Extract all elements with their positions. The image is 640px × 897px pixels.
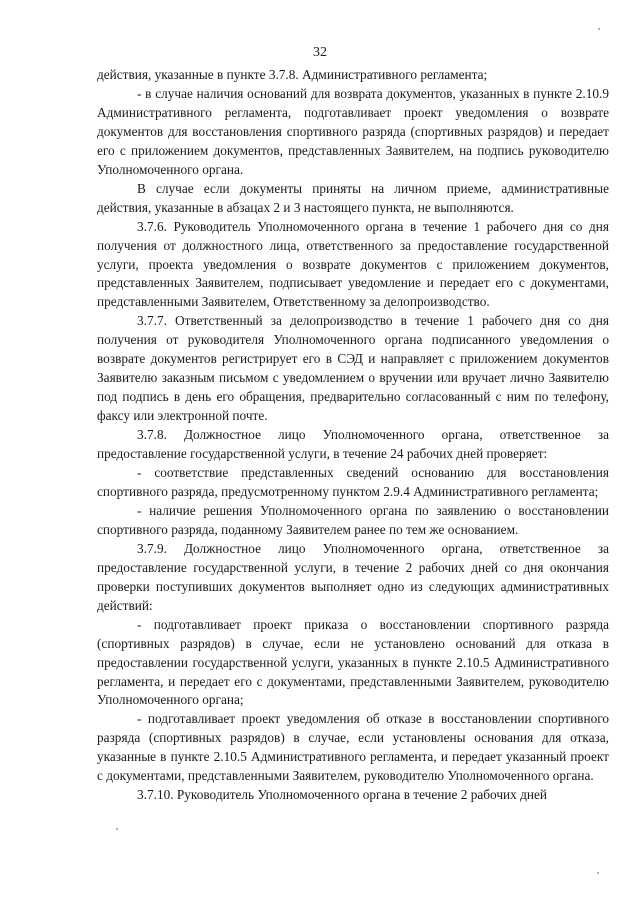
paragraph-list-item-compliance: - соответствие представленных сведений основанию для восстановления спортивного разряда, предусмотренному пунктом 2.9.4 Административного регламента; (97, 465, 609, 499)
scan-speck (597, 872, 599, 874)
paragraph-3-7-10: 3.7.10. Руководитель Уполномоченного органа в течение 2 рабочих дней (137, 787, 547, 803)
paragraph-3-7-8: 3.7.8. Должностное лицо Уполномоченного органа, ответственное за предоставление государственной услуги, в течение 24 рабочих дней проверяет: (97, 427, 609, 462)
page-number: 32 (313, 45, 327, 60)
paragraph-3-7-6: 3.7.6. Руководитель Уполномоченного органа в течение 1 рабочего дня со дня получения от должностного лица, ответственного за предоставление государственной услуги, проекта уведомления о возврате документов с приложением документов, представленных Заявителем, подписывает уведомление и передает его с документами, представленными Заявителем, Ответственному за делопроизводство. (97, 218, 609, 310)
paragraph-list-item-refusal-draft: - подготавливает проект уведомления об отказе в восстановлении спортивного разряда (спортивных разрядов) в случае, если установлены основания для отказа, указанные в пункте 2.10.5 Административного регламента, и передает указанный проект с документами, представленными Заявителем, руководителю Уполномоченного органа. (97, 711, 609, 784)
paragraph-continuation: действия, указанные в пункте 3.7.8. Административного регламента; (97, 67, 488, 82)
scan-speck (116, 828, 118, 830)
paragraph-personal-reception: В случае если документы приняты на личном приеме, административные действия, указанные в абзацах 2 и 3 настоящего пункта, не выполняются. (97, 180, 609, 215)
document-body (97, 66, 609, 805)
paragraph-list-item-order-draft: - подготавливает проект приказа о восстановлении спортивного разряда (спортивных разрядов) в случае, если не установлено оснований для отказа в предоставлении государственной услуги, указанных в пункте 2.10.5 Административного регламента, и передает его с документами, представленными Заявителем, руководителю Уполномоченного органа; (97, 616, 609, 708)
scan-speck (598, 28, 600, 30)
paragraph-list-item-return: - в случае наличия оснований для возврата документов, указанных в пункте 2.10.9 Административного регламента, подготавливает проект уведомления о возврате документов для восстановления спортивного разряда (спортивных разрядов) и передает его с приложением документов, представленных Заявителем, на подпись руководителю Уполномоченного органа. (97, 85, 609, 177)
paragraph-list-item-decision: - наличие решения Уполномоченного органа по заявлению о восстановлении спортивного разряда, поданному Заявителем ранее по тем же основанием. (97, 502, 609, 537)
paragraph-3-7-7: 3.7.7. Ответственный за делопроизводство в течение 1 рабочего дня со дня получения от руководителя Уполномоченного органа подписанного уведомления о возврате документов регистрирует его в СЭД и направляет с приложением документов Заявителю заказным письмом с уведомлением о вручении или вручает лично Заявителю под подпись в день его обращения, предварительно согласованный с ним по телефону, факсу или электронной почте. (97, 313, 609, 424)
paragraph-3-7-9: 3.7.9. Должностное лицо Уполномоченного органа, ответственное за предоставление государственной услуги, в течение 2 рабочих дней со дня окончания проверки поступивших документов выполняет одно из следующих административных действий: (97, 540, 609, 613)
